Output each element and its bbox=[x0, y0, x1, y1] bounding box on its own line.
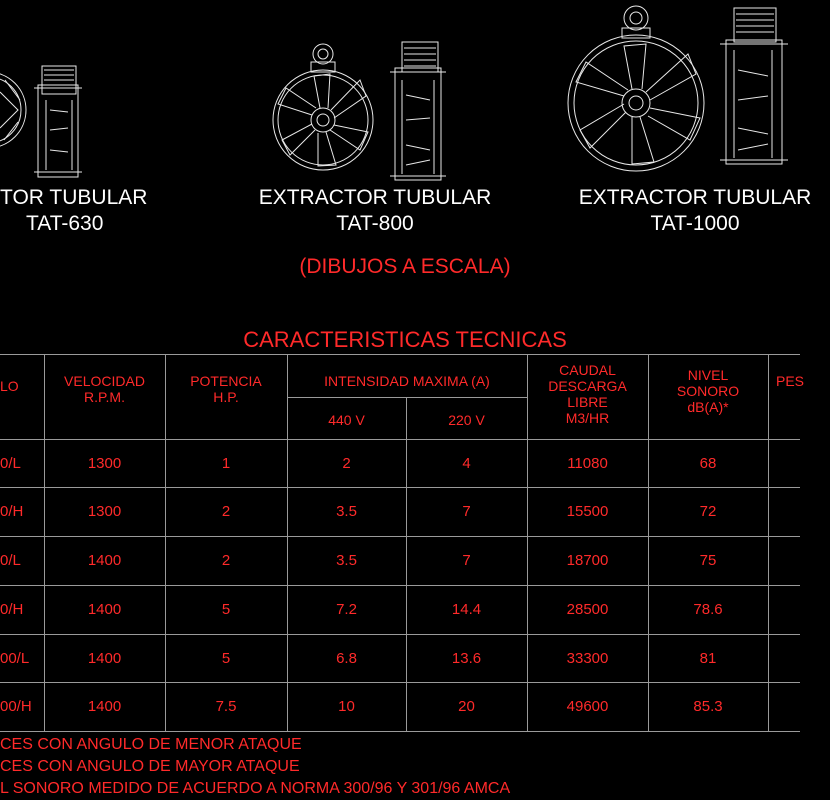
header-model: LO bbox=[0, 378, 19, 394]
cell-440v: 3.5 bbox=[336, 552, 357, 569]
cell-flow: 11080 bbox=[567, 455, 608, 472]
cell-noise: 72 bbox=[699, 503, 717, 520]
fan-side-view-tat-630 bbox=[34, 66, 82, 177]
caption-tat-1000 bbox=[560, 185, 830, 237]
cell-rpm: 1400 bbox=[87, 698, 122, 715]
cell-hp: 1 bbox=[221, 455, 231, 472]
header-flow: CAUDAL DESCARGA LIBRE M3/HR bbox=[548, 362, 627, 426]
cell-noise: 68 bbox=[699, 455, 717, 472]
cell-model: 0/L bbox=[0, 552, 21, 569]
cell-flow: 49600 bbox=[566, 698, 609, 715]
cell-220v: 13.6 bbox=[451, 650, 482, 667]
fan-side-view-tat-800 bbox=[390, 42, 446, 180]
cell-flow: 15500 bbox=[566, 503, 609, 520]
cell-rpm: 1400 bbox=[87, 552, 122, 569]
cell-rpm: 1400 bbox=[87, 650, 122, 667]
cell-noise: 78.6 bbox=[693, 601, 723, 618]
header-current: INTENSIDAD MAXIMA (A) bbox=[324, 373, 490, 389]
header-noise: NIVEL SONORO dB(A)* bbox=[676, 367, 740, 415]
scale-note: (DIBUJOS A ESCALA) bbox=[299, 255, 511, 278]
cell-hp: 7.5 bbox=[215, 698, 237, 715]
footnote-3: L SONORO MEDIDO DE ACUERDO A NORMA 300/96 Y 301/96 AMCA bbox=[0, 780, 511, 797]
cell-rpm: 1300 bbox=[87, 503, 122, 520]
cell-220v: 20 bbox=[458, 698, 475, 715]
fan-front-view-tat-630 bbox=[0, 72, 26, 148]
cell-noise: 85.3 bbox=[693, 698, 723, 715]
caption-line1: EXTRACTOR TUBULAR bbox=[578, 186, 812, 209]
cell-model: 00/H bbox=[0, 698, 32, 715]
caption-tat-630 bbox=[0, 185, 150, 237]
cell-model: 00/L bbox=[0, 650, 30, 667]
header-power: POTENCIA H.P. bbox=[190, 373, 262, 405]
cell-rpm: 1300 bbox=[87, 455, 122, 472]
cell-hp: 2 bbox=[221, 503, 231, 520]
cell-440v: 7.2 bbox=[336, 601, 357, 618]
cell-hp: 5 bbox=[221, 601, 231, 618]
header-220v: 220 V bbox=[448, 412, 485, 428]
cell-hp: 5 bbox=[221, 650, 231, 667]
cell-220v: 4 bbox=[462, 455, 471, 472]
cell-440v: 2 bbox=[342, 455, 351, 472]
cell-hp: 2 bbox=[221, 552, 231, 569]
caption-line2: TAT-630 bbox=[26, 212, 104, 235]
cell-model: 0/H bbox=[0, 601, 24, 618]
header-440v: 440 V bbox=[328, 412, 365, 428]
cell-440v: 3.5 bbox=[336, 503, 357, 520]
cell-model: 0/L bbox=[0, 455, 21, 472]
cell-220v: 14.4 bbox=[451, 601, 482, 618]
cell-noise: 75 bbox=[699, 552, 717, 569]
cell-220v: 7 bbox=[462, 552, 471, 569]
cell-flow: 18700 bbox=[566, 552, 609, 569]
caption-line2: TAT-800 bbox=[336, 212, 414, 235]
fan-side-view-tat-1000 bbox=[720, 8, 788, 164]
cell-220v: 7 bbox=[462, 503, 471, 520]
cell-noise: 81 bbox=[699, 650, 717, 667]
cell-440v: 6.8 bbox=[336, 650, 357, 667]
footnote-1: CES CON ANGULO DE MENOR ATAQUE bbox=[0, 736, 302, 753]
caption-line1: EXTRACTOR TUBULAR bbox=[258, 186, 492, 209]
header-speed: VELOCIDAD R.P.M. bbox=[64, 373, 145, 405]
table-title: CARACTERISTICAS TECNICAS bbox=[243, 327, 567, 352]
cell-440v: 10 bbox=[338, 698, 355, 715]
fan-front-view-tat-1000 bbox=[568, 6, 704, 171]
caption-tat-800 bbox=[240, 185, 510, 237]
cell-model: 0/H bbox=[0, 503, 24, 520]
cell-flow: 28500 bbox=[566, 601, 609, 618]
caption-line2: TAT-1000 bbox=[650, 212, 740, 235]
header-weight: PES bbox=[776, 373, 805, 389]
cell-rpm: 1400 bbox=[87, 601, 122, 618]
caption-line1: TOR TUBULAR bbox=[0, 186, 148, 209]
footnote-2: CES CON ANGULO DE MAYOR ATAQUE bbox=[0, 758, 300, 775]
fan-front-view-tat-800 bbox=[273, 44, 373, 170]
cell-flow: 33300 bbox=[566, 650, 609, 667]
